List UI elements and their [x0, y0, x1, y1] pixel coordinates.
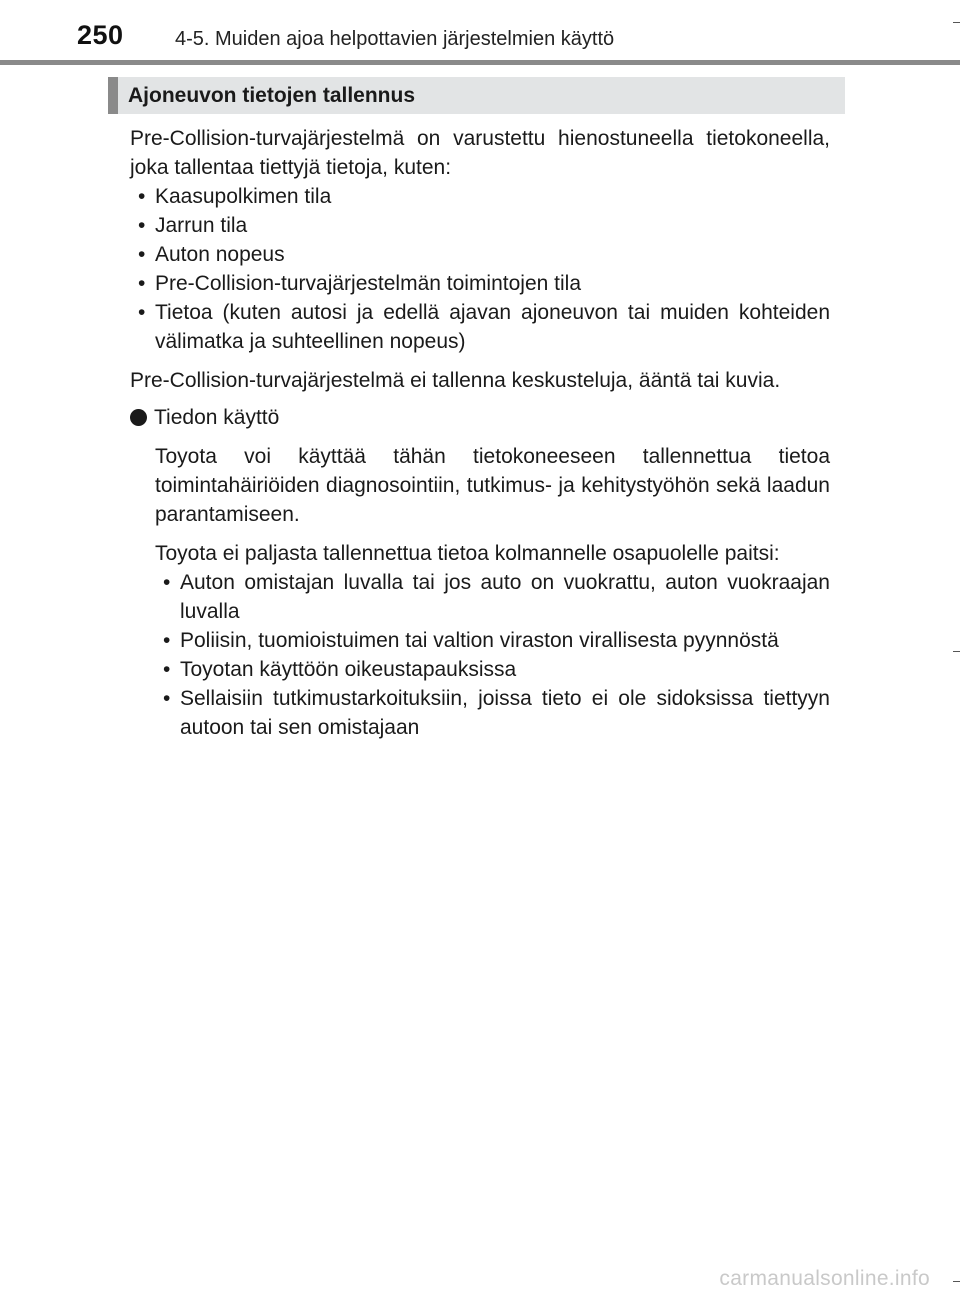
- crop-mark-bottom: [953, 1281, 960, 1282]
- list-item: • Kaasupolkimen tila: [130, 182, 830, 211]
- list-item: • Toyotan käyttöön oikeustapauksissa: [155, 655, 830, 684]
- crop-mark-top: [953, 22, 960, 23]
- usage-paragraph: Toyota voi käyttää tähän tietokoneeseen tallennettua tietoa toimintahäiriöiden diagnosointiin, tutkimus- ja kehitystyöhön sekä laadun parantamiseen.: [155, 445, 830, 526]
- recorded-data-list: [130, 182, 830, 356]
- header-divider: [0, 60, 960, 65]
- usage-heading-text: Tiedon käyttö: [154, 406, 280, 429]
- usage-heading: [130, 403, 830, 432]
- page-header: [0, 0, 960, 70]
- section-heading-text: Ajoneuvon tietojen tallennus: [128, 84, 416, 107]
- usage-body: [155, 442, 830, 742]
- chapter-title: 4-5. Muiden ajoa helpottavien järjestelmien käyttö: [175, 28, 615, 50]
- statement-paragraph: Pre-Collision-turvajärjestelmä ei tallenna keskusteluja, ääntä tai kuvia.: [130, 369, 781, 392]
- main-content: [130, 124, 830, 742]
- watermark: carmanualsonline.info: [719, 1267, 930, 1290]
- list-item: • Jarrun tila: [130, 211, 830, 240]
- list-item: • Pre-Collision-turvajärjestelmän toimintojen tila: [130, 269, 830, 298]
- page-number: 250: [77, 20, 124, 50]
- disclosure-list: [155, 568, 830, 742]
- list-item: • Tietoa (kuten autosi ja edellä ajavan ajoneuvon tai muiden kohteiden välimatka ja suhteellinen nopeus): [130, 298, 830, 356]
- section-heading: [108, 77, 845, 114]
- list-item: • Sellaisiin tutkimustarkoituksiin, joissa tieto ei ole sidoksissa tiettyyn autoon tai sen omistajaan: [155, 684, 830, 742]
- list-item: • Auton nopeus: [130, 240, 830, 269]
- heading-accent-bar: [108, 77, 118, 114]
- list-item: • Auton omistajan luvalla tai jos auto on vuokrattu, auton vuokraajan luvalla: [155, 568, 830, 626]
- crop-mark-middle: [953, 651, 960, 652]
- intro-paragraph: Pre-Collision-turvajärjestelmä on varustettu hienostuneella tietokoneella, joka tallentaa tiettyjä tietoja, kuten:: [130, 127, 830, 179]
- bullet-dot-icon: [130, 409, 147, 426]
- disclosure-paragraph: Toyota ei paljasta tallennettua tietoa kolmannelle osapuolelle paitsi:: [155, 542, 780, 565]
- list-item: • Poliisin, tuomioistuimen tai valtion viraston virallisesta pyynnöstä: [155, 626, 830, 655]
